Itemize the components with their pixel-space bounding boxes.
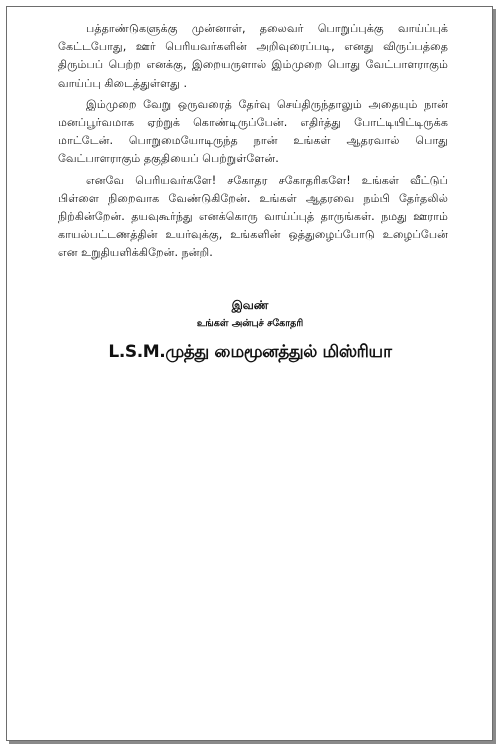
paragraph-3: எனவே பெரியவர்களே! சகோதர சகோதரிகளே! உங்கள் வீட்டுப் பிள்ளை நிறைவாக வேண்டுகிறேன். உங்கள் ஆதரவை நம்பி தேர்தலில் நிற்கின்றேன். தயவுகூர்ந்து எனக்கொரு வாய்ப்புத் தாருங்கள். நமது ஊராம் காயல்பட்டணத்தின் உயர்வுக்கு, உங்களின் ஒத்துழைப்போடு உழைப்பேன் என உறுதியளிக்கிறேன். நன்றி. xyxy=(58,173,448,260)
signature-name: L.S.M.முத்து மைமூனத்துல் மிஸ்ரியா xyxy=(108,342,392,362)
letter-body xyxy=(58,20,448,266)
signature-from: இவண் xyxy=(231,298,269,312)
signature-role: உங்கள் அன்புச் சகோதரி xyxy=(196,318,304,329)
paragraph-1: பத்தாண்டுகளுக்கு முன்னாள், தலைவர் பொறுப்புக்கு வாய்ப்புக் கேட்டபோது, ஊர் பெரியவர்களின் அறிவுரைப்படி, எனது விருப்பத்தை திரும்பப் பெற்ற எனக்கு, இறையருளால் இம்முறை பொது வேட்பாளராகும் வாய்ப்பு கிடைத்துள்ளது . xyxy=(58,22,448,90)
paragraph-2: இம்முறை வேறு ஒருவரைத் தேர்வு செய்திருந்தாலும் அதையும் நான் மனப்பூர்வமாக ஏற்றுக் கொண்டிருப்பேன். எதிர்த்து போட்டியிட்டிருக்க மாட்டேன். பொறுமையோடிருந்த நான் உங்கள் ஆதரவால் பொது வேட்பாளராகும் தகுதியைப் பெற்றுள்ளேன். xyxy=(58,97,448,166)
